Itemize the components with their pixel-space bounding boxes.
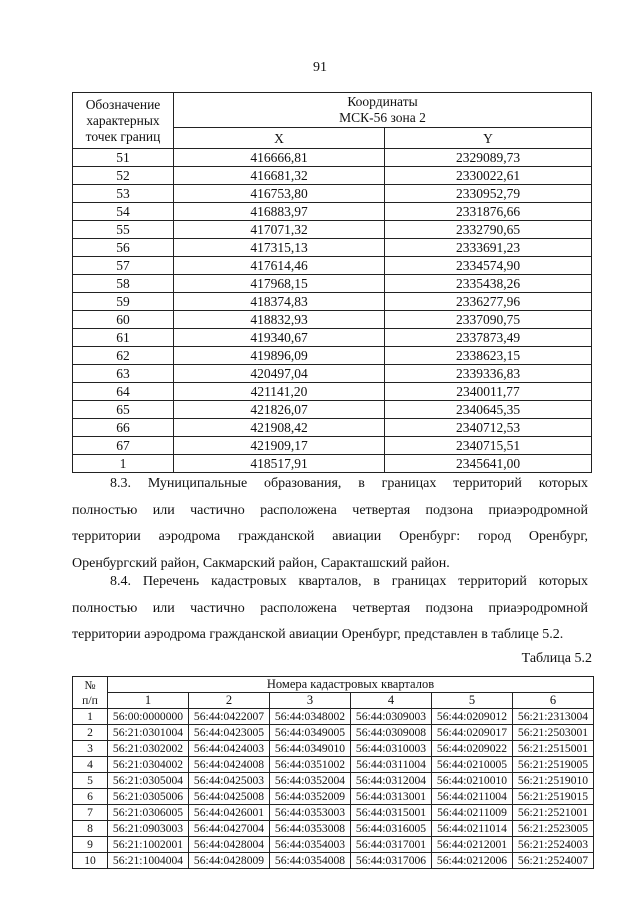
cadastral-number-cell: 56:44:0211014: [432, 821, 513, 837]
cadastral-number-cell: 56:44:0426001: [189, 805, 270, 821]
cadastral-number-cell: 56:44:0354003: [270, 837, 351, 853]
table-row: [73, 741, 594, 757]
coordinate-system-title: МСК-56 зона 2: [339, 110, 426, 125]
coordinates-title: Координаты: [347, 94, 418, 109]
x-coordinate-cell: 416753,80: [174, 185, 385, 203]
row-number-cell: 8: [73, 821, 108, 837]
point-label-cell: 63: [73, 365, 174, 383]
coordinates-table-body: [73, 149, 592, 473]
cadastral-number-cell: 56:21:2515001: [513, 741, 594, 757]
cadastral-number-cell: 56:44:0317001: [351, 837, 432, 853]
paragraph-line: 8.4. Перечень кадастровых кварталов, в границах территорий которых: [110, 574, 588, 589]
point-label-cell: 52: [73, 167, 174, 185]
x-coordinate-cell: 421908,42: [174, 419, 385, 437]
cadastral-number-cell: 56:44:0351002: [270, 757, 351, 773]
cadastral-number-cell: 56:21:0305006: [108, 789, 189, 805]
y-coordinate-cell: 2340712,53: [385, 419, 592, 437]
x-coordinate-cell: 417614,46: [174, 257, 385, 275]
cadastral-number-cell: 56:44:0354008: [270, 853, 351, 869]
x-coordinate-cell: 417315,13: [174, 239, 385, 257]
row-number-cell: 2: [73, 725, 108, 741]
cadastral-number-cell: 56:21:2519010: [513, 773, 594, 789]
cadastral-number-cell: 56:21:2523005: [513, 821, 594, 837]
cadastral-number-cell: 56:21:2519005: [513, 757, 594, 773]
boundary-point-header: Обозначение характерных точек границ: [73, 93, 174, 149]
table-row: [73, 401, 592, 419]
y-coordinate-cell: 2339336,83: [385, 365, 592, 383]
cadastral-number-cell: 56:44:0428009: [189, 853, 270, 869]
cadastral-number-cell: 56:44:0209017: [432, 725, 513, 741]
x-coordinate-cell: 418517,91: [174, 455, 385, 473]
x-coordinate-cell: 420497,04: [174, 365, 385, 383]
column-index-cell: 5: [432, 693, 513, 709]
x-coordinate-cell: 416681,32: [174, 167, 385, 185]
point-label-cell: 67: [73, 437, 174, 455]
column-index-row: [73, 693, 594, 709]
paragraph-line: полностью или частично расположена четвертая подзона приаэродромной: [72, 502, 588, 518]
point-label-cell: 61: [73, 329, 174, 347]
table-row: [73, 203, 592, 221]
cadastral-number-cell: 56:44:0210010: [432, 773, 513, 789]
point-label-cell: 58: [73, 275, 174, 293]
table-row: [73, 329, 592, 347]
cadastral-number-cell: 56:44:0209022: [432, 741, 513, 757]
paragraph-line: Оренбургский район, Сакмарский район, Саракташский район.: [72, 555, 450, 571]
table-row: [73, 293, 592, 311]
cadastral-number-cell: 56:44:0352009: [270, 789, 351, 805]
table-row: [73, 185, 592, 203]
point-label-cell: 65: [73, 401, 174, 419]
cadastral-number-cell: 56:44:0310003: [351, 741, 432, 757]
y-coordinate-cell: 2334574,90: [385, 257, 592, 275]
table-row: [73, 383, 592, 401]
cadastral-number-cell: 56:00:0000000: [108, 709, 189, 725]
row-number-cell: 7: [73, 805, 108, 821]
cadastral-number-cell: 56:21:2519015: [513, 789, 594, 805]
table-row: [73, 419, 592, 437]
table-row: [73, 805, 594, 821]
cadastral-number-cell: 56:44:0348002: [270, 709, 351, 725]
cadastral-number-cell: 56:44:0210005: [432, 757, 513, 773]
row-number-cell: 6: [73, 789, 108, 805]
cadastral-quarters-table: [72, 676, 594, 869]
paragraph-line: территории аэродрома гражданской авиации Оренбург: город Оренбург,: [72, 529, 588, 544]
cadastral-number-cell: 56:44:0211004: [432, 789, 513, 805]
x-coordinate-cell: 417968,15: [174, 275, 385, 293]
y-coordinate-cell: 2340715,51: [385, 437, 592, 455]
table-row: [73, 437, 592, 455]
point-label-cell: 54: [73, 203, 174, 221]
column-index-cell: 3: [270, 693, 351, 709]
cadastral-number-cell: 56:44:0313001: [351, 789, 432, 805]
page-number: 91: [313, 60, 327, 75]
cadastral-number-cell: 56:44:0209012: [432, 709, 513, 725]
cadastral-number-cell: 56:44:0316005: [351, 821, 432, 837]
x-coordinate-cell: 418374,83: [174, 293, 385, 311]
paragraph-line: полностью или частично расположена четвертая подзона приаэродромной: [72, 600, 588, 616]
y-coordinate-cell: 2337873,49: [385, 329, 592, 347]
table-row: [73, 821, 594, 837]
table-row: [73, 149, 592, 167]
table-row: [73, 837, 594, 853]
cadastral-number-cell: 56:21:0302002: [108, 741, 189, 757]
point-label-cell: 59: [73, 293, 174, 311]
cadastral-number-cell: 56:44:0349005: [270, 725, 351, 741]
cadastral-number-cell: 56:44:0349010: [270, 741, 351, 757]
row-number-cell: 9: [73, 837, 108, 853]
cadastral-number-cell: 56:44:0425003: [189, 773, 270, 789]
cadastral-number-cell: 56:44:0309003: [351, 709, 432, 725]
table-row: [73, 757, 594, 773]
table-row: [73, 789, 594, 805]
column-index-cell: 2: [189, 693, 270, 709]
y-coordinate-cell: 2345641,00: [385, 455, 592, 473]
point-label-cell: 66: [73, 419, 174, 437]
paragraph-8-4: [72, 569, 588, 649]
row-number-cell: 4: [73, 757, 108, 773]
cadastral-number-cell: 56:44:0311004: [351, 757, 432, 773]
x-column-header: X: [174, 128, 385, 149]
table-row: [73, 311, 592, 329]
point-label-cell: 56: [73, 239, 174, 257]
row-number-cell: 1: [73, 709, 108, 725]
y-coordinate-cell: 2336277,96: [385, 293, 592, 311]
point-label-cell: 60: [73, 311, 174, 329]
table-row: [73, 455, 592, 473]
cadastral-title-header: Номера кадастровых кварталов: [108, 677, 594, 693]
cadastral-number-cell: 56:44:0315001: [351, 805, 432, 821]
table-row: [73, 275, 592, 293]
cadastral-number-cell: 56:44:0212001: [432, 837, 513, 853]
cadastral-number-cell: 56:21:2313004: [513, 709, 594, 725]
table-row: [73, 239, 592, 257]
x-coordinate-cell: 421826,07: [174, 401, 385, 419]
cadastral-number-cell: 56:21:0301004: [108, 725, 189, 741]
row-number-cell: 10: [73, 853, 108, 869]
cadastral-number-cell: 56:21:2521001: [513, 805, 594, 821]
x-coordinate-cell: 417071,32: [174, 221, 385, 239]
cadastral-number-cell: 56:44:0425008: [189, 789, 270, 805]
cadastral-number-cell: 56:44:0424008: [189, 757, 270, 773]
cadastral-table-body: [73, 709, 594, 869]
cadastral-number-cell: 56:44:0428004: [189, 837, 270, 853]
y-coordinate-cell: 2330952,79: [385, 185, 592, 203]
point-label-cell: 55: [73, 221, 174, 239]
x-coordinate-cell: 421141,20: [174, 383, 385, 401]
cadastral-number-cell: 56:21:0305004: [108, 773, 189, 789]
cadastral-number-cell: 56:21:2524007: [513, 853, 594, 869]
table-row: [73, 725, 594, 741]
cadastral-number-cell: 56:21:0304002: [108, 757, 189, 773]
y-coordinate-cell: 2331876,66: [385, 203, 592, 221]
table-row: [73, 347, 592, 365]
cadastral-number-cell: 56:44:0424003: [189, 741, 270, 757]
table-caption: Таблица 5.2: [521, 651, 592, 666]
column-index-cell: 4: [351, 693, 432, 709]
cadastral-number-cell: 56:44:0312004: [351, 773, 432, 789]
x-coordinate-cell: 419340,67: [174, 329, 385, 347]
cadastral-number-cell: 56:21:0306005: [108, 805, 189, 821]
coordinates-header: [174, 93, 592, 128]
cadastral-number-cell: 56:44:0317006: [351, 853, 432, 869]
y-coordinate-cell: 2332790,65: [385, 221, 592, 239]
y-coordinate-cell: 2335438,26: [385, 275, 592, 293]
point-label-cell: 64: [73, 383, 174, 401]
point-label-cell: 1: [73, 455, 174, 473]
y-coordinate-cell: 2338623,15: [385, 347, 592, 365]
point-label-cell: 57: [73, 257, 174, 275]
y-coordinate-cell: 2340645,35: [385, 401, 592, 419]
cadastral-number-cell: 56:44:0353008: [270, 821, 351, 837]
row-number-header: [73, 677, 108, 709]
cadastral-number-cell: 56:44:0211009: [432, 805, 513, 821]
table-row: [73, 221, 592, 239]
column-index-cell: 1: [108, 693, 189, 709]
cadastral-number-cell: 56:44:0427004: [189, 821, 270, 837]
cadastral-number-cell: 56:44:0353003: [270, 805, 351, 821]
y-coordinate-cell: 2333691,23: [385, 239, 592, 257]
cadastral-number-cell: 56:44:0422007: [189, 709, 270, 725]
x-coordinate-cell: 416883,97: [174, 203, 385, 221]
table-row: [73, 773, 594, 789]
coordinates-table: [72, 92, 592, 473]
y-coordinate-cell: 2329089,73: [385, 149, 592, 167]
y-coordinate-cell: 2340011,77: [385, 383, 592, 401]
table-row: [73, 853, 594, 869]
point-label-cell: 51: [73, 149, 174, 167]
y-coordinate-cell: 2337090,75: [385, 311, 592, 329]
cadastral-number-cell: 56:21:1002001: [108, 837, 189, 853]
row-number-cell: 3: [73, 741, 108, 757]
cadastral-number-cell: 56:44:0423005: [189, 725, 270, 741]
cadastral-number-cell: 56:44:0352004: [270, 773, 351, 789]
cadastral-number-cell: 56:21:2524003: [513, 837, 594, 853]
y-coordinate-cell: 2330022,61: [385, 167, 592, 185]
cadastral-number-cell: 56:21:0903003: [108, 821, 189, 837]
row-number-cell: 5: [73, 773, 108, 789]
point-label-cell: 62: [73, 347, 174, 365]
point-label-cell: 53: [73, 185, 174, 203]
column-index-cell: 6: [513, 693, 594, 709]
number-sign: №: [84, 678, 96, 692]
x-coordinate-cell: 421909,17: [174, 437, 385, 455]
y-column-header: Y: [385, 128, 592, 149]
x-coordinate-cell: 418832,93: [174, 311, 385, 329]
table-row: [73, 257, 592, 275]
table-row: [73, 709, 594, 725]
cadastral-number-cell: 56:21:2503001: [513, 725, 594, 741]
x-coordinate-cell: 416666,81: [174, 149, 385, 167]
paragraph-8-3: [72, 471, 588, 577]
table-row: [73, 365, 592, 383]
cadastral-number-cell: 56:44:0309008: [351, 725, 432, 741]
paragraph-line: 8.3. Муниципальные образования, в границах территорий которых: [110, 476, 588, 491]
table-row: [73, 167, 592, 185]
cadastral-number-cell: 56:21:1004004: [108, 853, 189, 869]
x-coordinate-cell: 419896,09: [174, 347, 385, 365]
paragraph-line: территории аэродрома гражданской авиации Оренбург, представлен в таблице 5.2.: [72, 627, 564, 642]
cadastral-number-cell: 56:44:0212006: [432, 853, 513, 869]
number-abbrev: п/п: [82, 693, 98, 707]
